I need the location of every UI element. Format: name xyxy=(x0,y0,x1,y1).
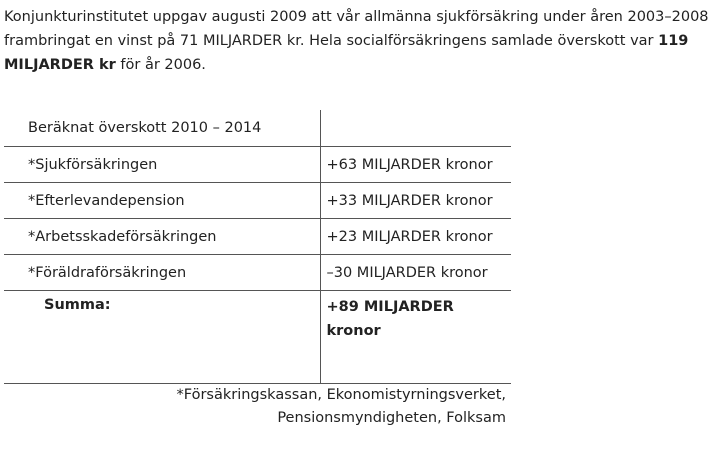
table-row xyxy=(4,219,511,255)
table-header-row xyxy=(4,110,511,147)
row-label: *Efterlevandepension xyxy=(4,183,320,219)
source-line-1: *Försäkringskassan, Ekonomistyrningsverket, xyxy=(176,387,506,403)
table-row xyxy=(4,255,511,291)
row-label: *Föräldraförsäkringen xyxy=(4,255,320,291)
intro-text-part1: Konjunkturinstitutet uppgav augusti 2009 att vår allmänna sjukförsäkring under åren 2003–2008 frambringat en vinst på 71 MILJARDER kr. Hela socialförsäkringens samlade överskott var xyxy=(4,9,709,49)
row-value: –30 MILJARDER kronor xyxy=(320,255,511,291)
intro-paragraph xyxy=(4,5,724,77)
intro-text-part2: för år 2006. xyxy=(115,57,206,73)
row-label: *Sjukförsäkringen xyxy=(4,147,320,183)
table-row xyxy=(4,147,511,183)
intro-bold-value: 119 MILJARDER kr xyxy=(4,33,689,73)
source-line-2: Pensionsmyndigheten, Folksam xyxy=(277,410,506,426)
surplus-table xyxy=(4,110,511,384)
row-label: *Arbetsskadeförsäkringen xyxy=(4,219,320,255)
table-row xyxy=(4,183,511,219)
sum-value: +89 MILJARDER kronor xyxy=(320,291,511,384)
sum-label: Summa: xyxy=(4,291,320,384)
table-header-empty xyxy=(320,110,511,147)
row-value: +23 MILJARDER kronor xyxy=(320,219,511,255)
row-value: +33 MILJARDER kronor xyxy=(320,183,511,219)
source-note xyxy=(4,384,506,430)
table-header-label: Beräknat överskott 2010 – 2014 xyxy=(4,110,320,147)
table-sum-row xyxy=(4,291,511,384)
row-value: +63 MILJARDER kronor xyxy=(320,147,511,183)
